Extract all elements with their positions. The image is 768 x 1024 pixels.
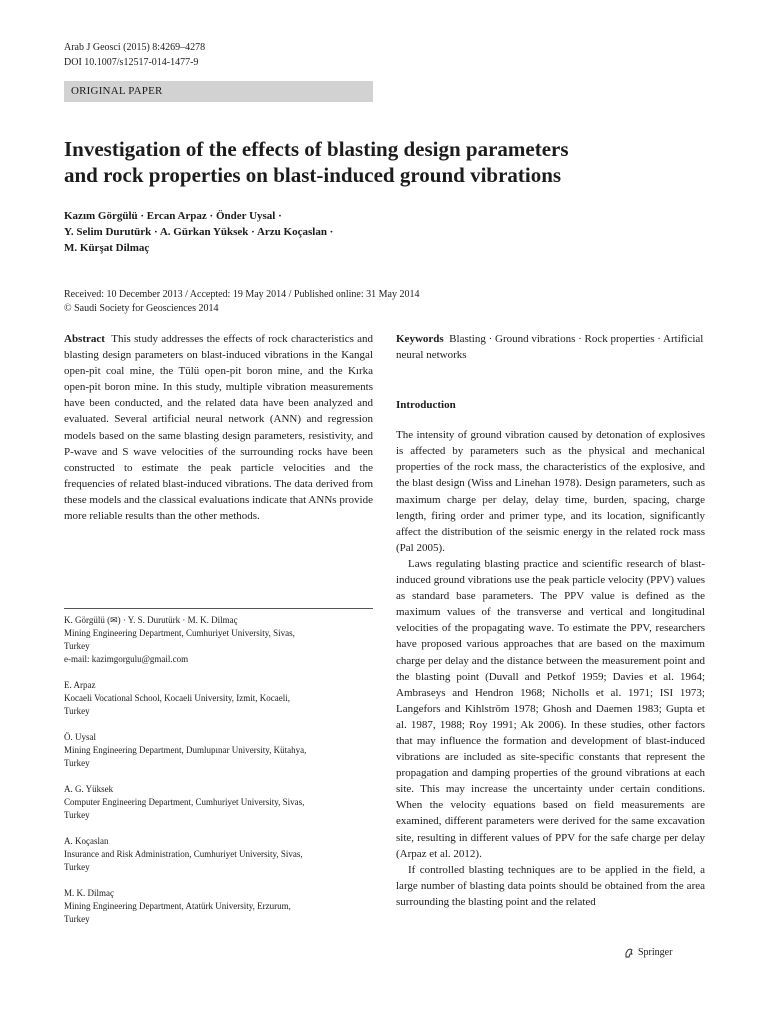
keywords: [396, 331, 705, 363]
affiliation-line: Kocaeli Vocational School, Kocaeli University, Izmit, Kocaeli,: [64, 693, 291, 703]
paper-type-label: ORIGINAL PAPER: [71, 85, 163, 97]
publication-dates: [64, 288, 664, 316]
section-heading-introduction: Introduction: [396, 399, 456, 412]
authors-line-1: Kazım Görgülü · Ercan Arpaz · Önder Uysal ·: [64, 210, 282, 222]
affiliation-names: A. Koçaslan: [64, 836, 109, 846]
authors-line-3: M. Kürşat Dilmaç: [64, 242, 150, 254]
affiliation-line: Turkey: [64, 810, 90, 820]
affiliation-line: Computer Engineering Department, Cumhuriyet University, Sivas,: [64, 797, 305, 807]
affiliation-line: Insurance and Risk Administration, Cumhuriyet University, Sivas,: [64, 849, 303, 859]
journal-citation-line: Arab J Geosci (2015) 8:4269–4278: [64, 42, 206, 53]
affiliation-names: E. Arpaz: [64, 680, 96, 690]
copyright-line: © Saudi Society for Geosciences 2014: [64, 303, 219, 314]
affiliation-block: [64, 679, 373, 718]
affiliation-block: [64, 887, 373, 926]
paper-title: [64, 136, 664, 188]
affiliations: [64, 614, 373, 939]
abstract: [64, 331, 373, 524]
intro-paragraph-1: The intensity of ground vibration caused by detonation of explosives is affected by parameters such as the physical and mechanical properties of the rock mass, the characteristics of the explosive, and the blast design (Wiss and Linehan 1978). Design parameters, such as maximum charge per delay, delay time, burden, spacing, charge length, firing order and primer type, and its location, significantly affect the distribution of the seismic energy in the related rock mass (Pal 2005).: [396, 429, 705, 554]
publisher-logo: [624, 947, 672, 958]
affiliation-line: Turkey: [64, 862, 90, 872]
doi-line[interactable]: DOI 10.1007/s12517-014-1477-9: [64, 57, 199, 68]
affiliation-names: Ö. Uysal: [64, 732, 96, 742]
affiliation-names: K. Görgülü (✉) · Y. S. Durutürk · M. K. Dilmaç: [64, 615, 238, 625]
journal-reference: [64, 40, 205, 70]
keywords-text: Blasting · Ground vibrations · Rock properties · Artificial neural networks: [396, 333, 704, 362]
affiliation-block: [64, 731, 373, 770]
affiliation-block: [64, 614, 373, 666]
publisher-name: Springer: [638, 947, 673, 958]
affiliation-block: [64, 835, 373, 874]
left-column: [64, 331, 373, 524]
springer-horse-icon: [624, 948, 634, 958]
paper-type-band: [64, 81, 373, 102]
affiliation-line: Turkey: [64, 641, 90, 651]
received-accepted-line: Received: 10 December 2013 / Accepted: 19 May 2014 / Published online: 31 May 2014: [64, 289, 420, 300]
abstract-label: Abstract: [64, 333, 105, 345]
abstract-text: This study addresses the effects of rock characteristics and blasting design parameters on blast-induced vibrations in the Kangal open-pit coal mine, the Tülü open-pit boron mine, and the Kırka open-pit boron mine. In this study, multiple vibration measurements have been conducted, and the related data have been analyzed and evaluated. Several artificial neural network (ANN) and regression models based on the same blasting design parameters, resistivity, and P-wave and S wave velocities of the surrounding rocks have been constructed to estimate the peak particle velocities and the frequencies of related blast-induced vibrations. The data derived from these models and the classical evaluations indicate that ANNs provide more reliable results than the other methods.: [64, 333, 373, 523]
author-list: [64, 208, 664, 256]
affiliation-names: M. K. Dilmaç: [64, 888, 114, 898]
right-column: [396, 331, 705, 910]
intro-paragraph-2: Laws regulating blasting practice and scientific research of blast-induced ground vibrations use the peak particle velocity (PPV) values as standard base parameters. The PPV value is defined as the maximum values of the transverse and vertical and longitudinal velocities of the propagating wave. To estimate the PPV, researchers have proposed various approaches that are based on the maximum charge per delay and the distance between the measurement point and the blasting point (Duvall and Petkof 1959; Davies et al. 1964; Ambraseys and Hendron 1968; Nicholls et al. 1971; ISI 1973; Langefors and Kihlström 1978; Ghosh and Daemen 1983; Gupta et al. 1987, 1988; Roy 1991; Ak 2006). In these studies, other factors that may influence the formation and development of blast-induced vibrations are included as site-specific constants that represent the propagation and damping properties of the ground vibrations at each site. This may increase the uncertainty under certain conditions. When the velocity equations based on field measurements are examined, different parameters were derived for the same excavation site, resulting in different values of PPV for the safe charge per delay (Arpaz et al. 2012).: [396, 557, 705, 860]
affiliation-line: Mining Engineering Department, Cumhuriyet University, Sivas,: [64, 628, 295, 638]
intro-paragraph-3: If controlled blasting techniques are to be applied in the field, a large number of blasting data points should be obtained from the area surrounding the blasting point and the related: [396, 863, 705, 908]
affiliation-names: A. G. Yüksek: [64, 784, 114, 794]
authors-line-2: Y. Selim Durutürk · A. Gürkan Yüksek · Arzu Koçaslan ·: [64, 226, 334, 238]
affiliation-line: Turkey: [64, 706, 90, 716]
affiliation-block: [64, 783, 373, 822]
title-line-1: Investigation of the effects of blasting design parameters: [64, 137, 569, 161]
affiliation-line: Turkey: [64, 758, 90, 768]
title-line-2: and rock properties on blast-induced ground vibrations: [64, 163, 562, 187]
affiliation-line: Mining Engineering Department, Dumlupınar University, Kütahya,: [64, 745, 307, 755]
affiliation-email[interactable]: e-mail: kazimgorgulu@gmail.com: [64, 654, 189, 664]
keywords-label: Keywords: [396, 333, 444, 345]
footnote-divider: [64, 608, 373, 609]
affiliation-line: Turkey: [64, 914, 90, 924]
affiliation-line: Mining Engineering Department, Atatürk University, Erzurum,: [64, 901, 291, 911]
